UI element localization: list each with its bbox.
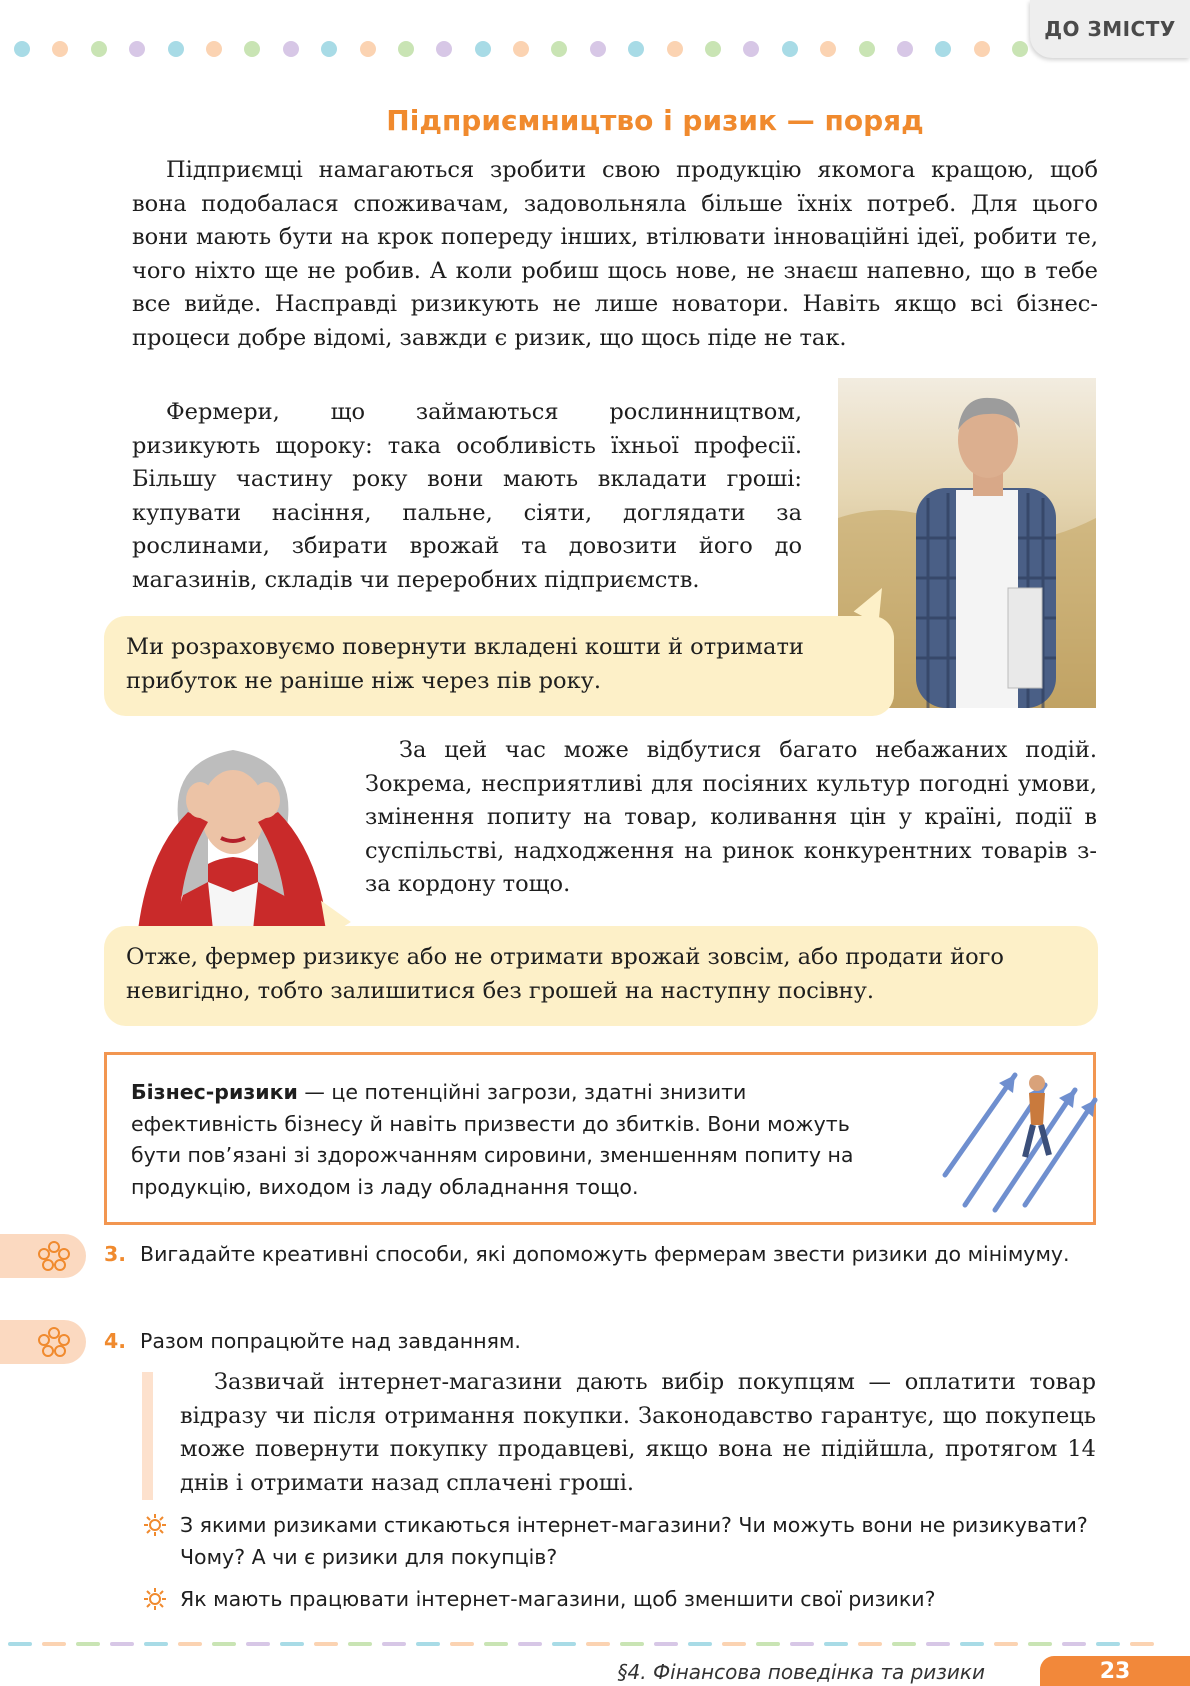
- decorative-dash: [42, 1642, 66, 1646]
- decorative-dot: [551, 41, 567, 57]
- decorative-dash: [246, 1642, 270, 1646]
- farmers-paragraph: [132, 396, 802, 597]
- task-4: [104, 1326, 1098, 1358]
- table-of-contents-button[interactable]: ДО ЗМІСТУ: [1030, 0, 1190, 58]
- question-1: [180, 1510, 1096, 1573]
- farmers-paragraph-text: Фермери, що займаються рослинництвом, ризикують щороку: така особливість їхньої професії. Більшу частину року вони мають вкладати гроші: купувати насіння, пальне, сіяти, доглядати за рослинами, збирати врожай та довозити його до магазинів, складів чи переробних підприємств.: [132, 399, 802, 593]
- decorative-dot-row: [14, 41, 1044, 57]
- decorative-dot: [897, 41, 913, 57]
- decorative-dash-row: [0, 1642, 1190, 1646]
- decorative-dash: [348, 1642, 372, 1646]
- decorative-dot: [206, 41, 222, 57]
- decorative-dot: [590, 41, 606, 57]
- decorative-dot: [475, 41, 491, 57]
- decorative-dash: [1130, 1642, 1154, 1646]
- decorative-dash: [722, 1642, 746, 1646]
- decorative-dot: [14, 41, 30, 57]
- decorative-dash: [824, 1642, 848, 1646]
- decorative-dash: [518, 1642, 542, 1646]
- conclusion-bubble: Отже, фермер ризикує або не отримати врожай зовсім, або продати його невигідно, тобто залишитися без грошей на наступну посівну.: [104, 926, 1098, 1026]
- decorative-dash: [960, 1642, 984, 1646]
- decorative-dot: [667, 41, 683, 57]
- decorative-dash: [790, 1642, 814, 1646]
- decorative-dash: [994, 1642, 1018, 1646]
- task-3: [104, 1239, 1098, 1271]
- decorative-dot: [859, 41, 875, 57]
- intro-paragraph-text: Підприємці намагаються зробити свою продукцію якомога кращою, щоб вона подобалася споживачам, задовольняла більше їхніх потреб. Для цього вони мають бути на крок попереду інших, втілювати інноваційні ідеї, робити те, чого ніхто ще не робив. А коли робиш щось нове, не знаєш напевно, що в тебе все вийде. Насправді ризикують не лише новатори. Навіть якщо всі бізнес-процеси добре відомі, завжди є ризик, що щось піде не так.: [132, 157, 1098, 351]
- decorative-dash: [858, 1642, 882, 1646]
- intro-paragraph: [132, 154, 1098, 355]
- decorative-dash: [620, 1642, 644, 1646]
- decorative-dot: [244, 41, 260, 57]
- decorative-dash: [382, 1642, 406, 1646]
- definition-text: [131, 1077, 891, 1203]
- definition-box: [104, 1052, 1096, 1225]
- decorative-dash: [144, 1642, 168, 1646]
- decorative-dash: [688, 1642, 712, 1646]
- decorative-dash: [450, 1642, 474, 1646]
- task-4-passage: [180, 1366, 1096, 1500]
- decorative-dash: [552, 1642, 576, 1646]
- sun-bullet-icon: [144, 1588, 166, 1610]
- events-paragraph-text: За цей час може відбутися багато небажаних подій. Зокрема, несприятливі для посіяних культур погодні умови, змінення попиту на товар, коливання цін у країні, події в суспільстві, надходження на ринок конкурентних товарів з-за кордону тощо.: [365, 737, 1097, 897]
- decorative-dot: [283, 41, 299, 57]
- decorative-dot: [436, 41, 452, 57]
- task-4-number: 4.: [104, 1329, 127, 1353]
- decorative-dot: [935, 41, 951, 57]
- decorative-dash: [1062, 1642, 1086, 1646]
- rising-arrows-illustration: [925, 1045, 1105, 1215]
- decorative-dot: [321, 41, 337, 57]
- decorative-dash: [892, 1642, 916, 1646]
- task-4-passage-text: Зазвичай інтернет-магазини дають вибір покупцям — оплатити товар відразу чи після отримання покупки. Законодавство гарантує, що покупець може повернути покупку продавцеві, якщо вона не підійшла, протягом 14 днів і отримати назад сплачені гроші.: [180, 1369, 1096, 1496]
- passage-accent-bar: [142, 1372, 153, 1500]
- decorative-dot: [52, 41, 68, 57]
- decorative-dash: [280, 1642, 304, 1646]
- decorative-dash: [212, 1642, 236, 1646]
- group-work-icon: [0, 1234, 86, 1278]
- decorative-dash: [1096, 1642, 1120, 1646]
- question-1-text: З якими ризиками стикаються інтернет-магазини? Чи можуть вони не ризикувати? Чому? А чи є ризики для покупців?: [180, 1513, 1088, 1569]
- decorative-dash: [178, 1642, 202, 1646]
- page-number: 23: [1040, 1656, 1190, 1686]
- decorative-dash: [110, 1642, 134, 1646]
- decorative-dash: [8, 1642, 32, 1646]
- decorative-dot: [398, 41, 414, 57]
- decorative-dash: [76, 1642, 100, 1646]
- question-2: [180, 1584, 1096, 1616]
- decorative-dash: [926, 1642, 950, 1646]
- group-work-icon: [0, 1320, 86, 1364]
- decorative-dash: [756, 1642, 780, 1646]
- decorative-dot: [91, 41, 107, 57]
- task-3-number: 3.: [104, 1242, 127, 1266]
- decorative-dot: [168, 41, 184, 57]
- events-paragraph: [365, 734, 1097, 902]
- chapter-footer: §4. Фінансова поведінка та ризики: [617, 1660, 985, 1684]
- decorative-dash: [416, 1642, 440, 1646]
- decorative-dot: [513, 41, 529, 57]
- decorative-dot: [820, 41, 836, 57]
- decorative-dash: [314, 1642, 338, 1646]
- decorative-dot: [974, 41, 990, 57]
- decorative-dot: [360, 41, 376, 57]
- decorative-dot: [1012, 41, 1028, 57]
- task-3-text: Вигадайте креативні способи, які допоможуть фермерам звести ризики до мінімуму.: [140, 1242, 1070, 1266]
- decorative-dot: [129, 41, 145, 57]
- decorative-dash: [586, 1642, 610, 1646]
- section-title: Підприємництво і ризик — поряд: [386, 104, 924, 137]
- farmer-quote-bubble: Ми розраховуємо повернути вкладені кошти й отримати прибуток не раніше ніж через пів року.: [104, 616, 894, 716]
- decorative-dash: [484, 1642, 508, 1646]
- task-4-text: Разом попрацюйте над завданням.: [140, 1329, 521, 1353]
- definition-body: — це потенційні загрози, здатні знизити ефективність бізнесу й навіть призвести до збитків. Вони можуть бути пов’язані зі здорожчанням сировини, зменшенням попиту на продукцію, виходом із ладу обладнання тощо.: [131, 1080, 854, 1199]
- definition-term: Бізнес-ризики: [131, 1080, 298, 1104]
- question-2-text: Як мають працювати інтернет-магазини, щоб зменшити свої ризики?: [180, 1587, 936, 1611]
- decorative-dot: [628, 41, 644, 57]
- sun-bullet-icon: [144, 1514, 166, 1536]
- decorative-dash: [654, 1642, 678, 1646]
- decorative-dot: [782, 41, 798, 57]
- decorative-dot: [743, 41, 759, 57]
- decorative-dash: [1028, 1642, 1052, 1646]
- decorative-dot: [705, 41, 721, 57]
